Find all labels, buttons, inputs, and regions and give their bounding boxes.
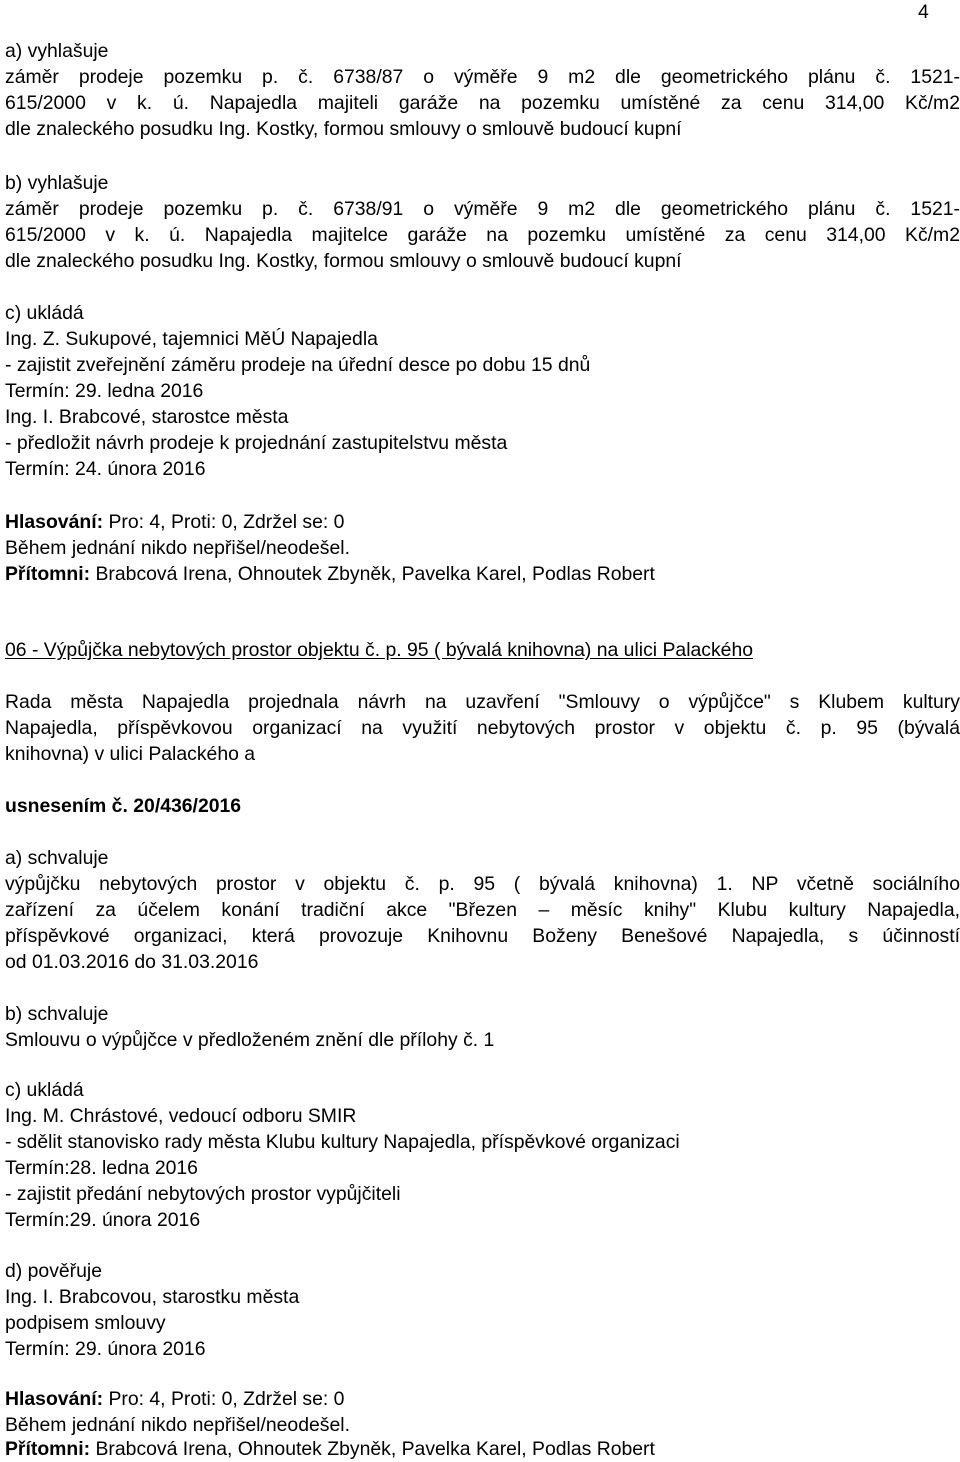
page-number: 4	[918, 1, 929, 23]
present-label: Přítomni:	[5, 1438, 91, 1460]
section-c-heading: c) ukládá	[5, 302, 84, 324]
section-a-heading: a) schvaluje	[5, 847, 109, 869]
paragraph-line: 615/2000 v k. ú. Napajedla majiteli garáže na pozemku umístěné za cenu 314,00 Kč/m2	[5, 92, 960, 114]
paragraph-line: příspěvkové organizaci, která provozuje Knihovnu Boženy Benešové Napajedla, s účinností	[5, 925, 960, 947]
deadline-line: Termín: 29. února 2016	[5, 1338, 206, 1360]
paragraph-line: - zajistit zveřejnění záměru prodeje na úřední desce po dobu 15 dnů	[5, 354, 591, 376]
paragraph-line: - předložit návrh prodeje k projednání zastupitelstvu města	[5, 432, 508, 454]
attendance-note: Během jednání nikdo nepřišel/neodešel.	[5, 1414, 350, 1436]
present-line	[5, 1436, 960, 1462]
resolution-number: usnesením č. 20/436/2016	[5, 795, 242, 817]
paragraph-line: záměr prodeje pozemku p. č. 6738/91 o výměře 9 m2 dle geometrického plánu č. 1521-	[5, 198, 960, 220]
paragraph-line: podpisem smlouvy	[5, 1312, 166, 1334]
present-value: Brabcová Irena, Ohnoutek Zbyněk, Pavelka Karel, Podlas Robert	[90, 1438, 655, 1460]
vote-label: Hlasování:	[5, 511, 104, 533]
section-d-heading: d) pověřuje	[5, 1260, 103, 1282]
paragraph-line: 615/2000 v k. ú. Napajedla majitelce garáže na pozemku umístěné za cenu 314,00 Kč/m2	[5, 224, 960, 246]
paragraph-line: dle znaleckého posudku Ing. Kostky, formou smlouvy o smlouvě budoucí kupní	[5, 118, 682, 140]
attendance-note: Během jednání nikdo nepřišel/neodešel.	[5, 537, 350, 559]
paragraph-line: Smlouvu o výpůjčce v předloženém znění dle přílohy č. 1	[5, 1029, 495, 1051]
section-a-heading: a) vyhlašuje	[5, 40, 109, 62]
present-label: Přítomni:	[5, 563, 91, 585]
deadline-line: Termín: 29. ledna 2016	[5, 380, 204, 402]
present-value: Brabcová Irena, Ohnoutek Zbyněk, Pavelka Karel, Podlas Robert	[90, 563, 655, 585]
section-b-heading: b) vyhlašuje	[5, 172, 109, 194]
paragraph-line: dle znaleckého posudku Ing. Kostky, formou smlouvy o smlouvě budoucí kupní	[5, 250, 682, 272]
paragraph-line: Ing. I. Brabcové, starostce města	[5, 406, 289, 428]
vote-value: Pro: 4, Proti: 0, Zdržel se: 0	[103, 511, 345, 533]
vote-line	[5, 1386, 960, 1412]
section-b-heading: b) schvaluje	[5, 1003, 109, 1025]
paragraph-line: - zajistit předání nebytových prostor vypůjčiteli	[5, 1183, 401, 1205]
item-title: 06 - Výpůjčka nebytových prostor objektu č. p. 95 ( bývalá knihovna) na ulici Palackého	[5, 639, 754, 661]
vote-label: Hlasování:	[5, 1388, 104, 1410]
paragraph-line: Rada města Napajedla projednala návrh na uzavření "Smlouvy o výpůjčce" s Klubem kultury	[5, 691, 960, 713]
paragraph-line: Napajedla, příspěvkovou organizací na využití nebytových prostor v objektu č. p. 95 (bývalá	[5, 717, 960, 739]
deadline-line: Termín:29. února 2016	[5, 1209, 201, 1231]
deadline-line: Termín:28. ledna 2016	[5, 1157, 198, 1179]
present-line	[5, 561, 960, 587]
paragraph-line: zařízení za účelem konání tradiční akce "Březen – měsíc knihy" Klubu kultury Napajedla,	[5, 899, 960, 921]
paragraph-line: Ing. M. Chrástové, vedoucí odboru SMIR	[5, 1105, 357, 1127]
paragraph-line: knihovna) v ulici Palackého a	[5, 743, 256, 765]
paragraph-line: výpůjčku nebytových prostor v objektu č. p. 95 ( bývalá knihovna) 1. NP včetně sociálního	[5, 873, 960, 895]
paragraph-line: Ing. Z. Sukupové, tajemnici MěÚ Napajedla	[5, 328, 378, 350]
vote-line	[5, 509, 960, 535]
paragraph-line: - sdělit stanovisko rady města Klubu kultury Napajedla, příspěvkové organizaci	[5, 1131, 680, 1153]
deadline-line: Termín: 24. února 2016	[5, 458, 206, 480]
vote-value: Pro: 4, Proti: 0, Zdržel se: 0	[103, 1388, 345, 1410]
paragraph-line: Ing. I. Brabcovou, starostku města	[5, 1286, 300, 1308]
paragraph-line: záměr prodeje pozemku p. č. 6738/87 o výměře 9 m2 dle geometrického plánu č. 1521-	[5, 66, 960, 88]
section-c-heading: c) ukládá	[5, 1079, 84, 1101]
paragraph-line: od 01.03.2016 do 31.03.2016	[5, 951, 259, 973]
